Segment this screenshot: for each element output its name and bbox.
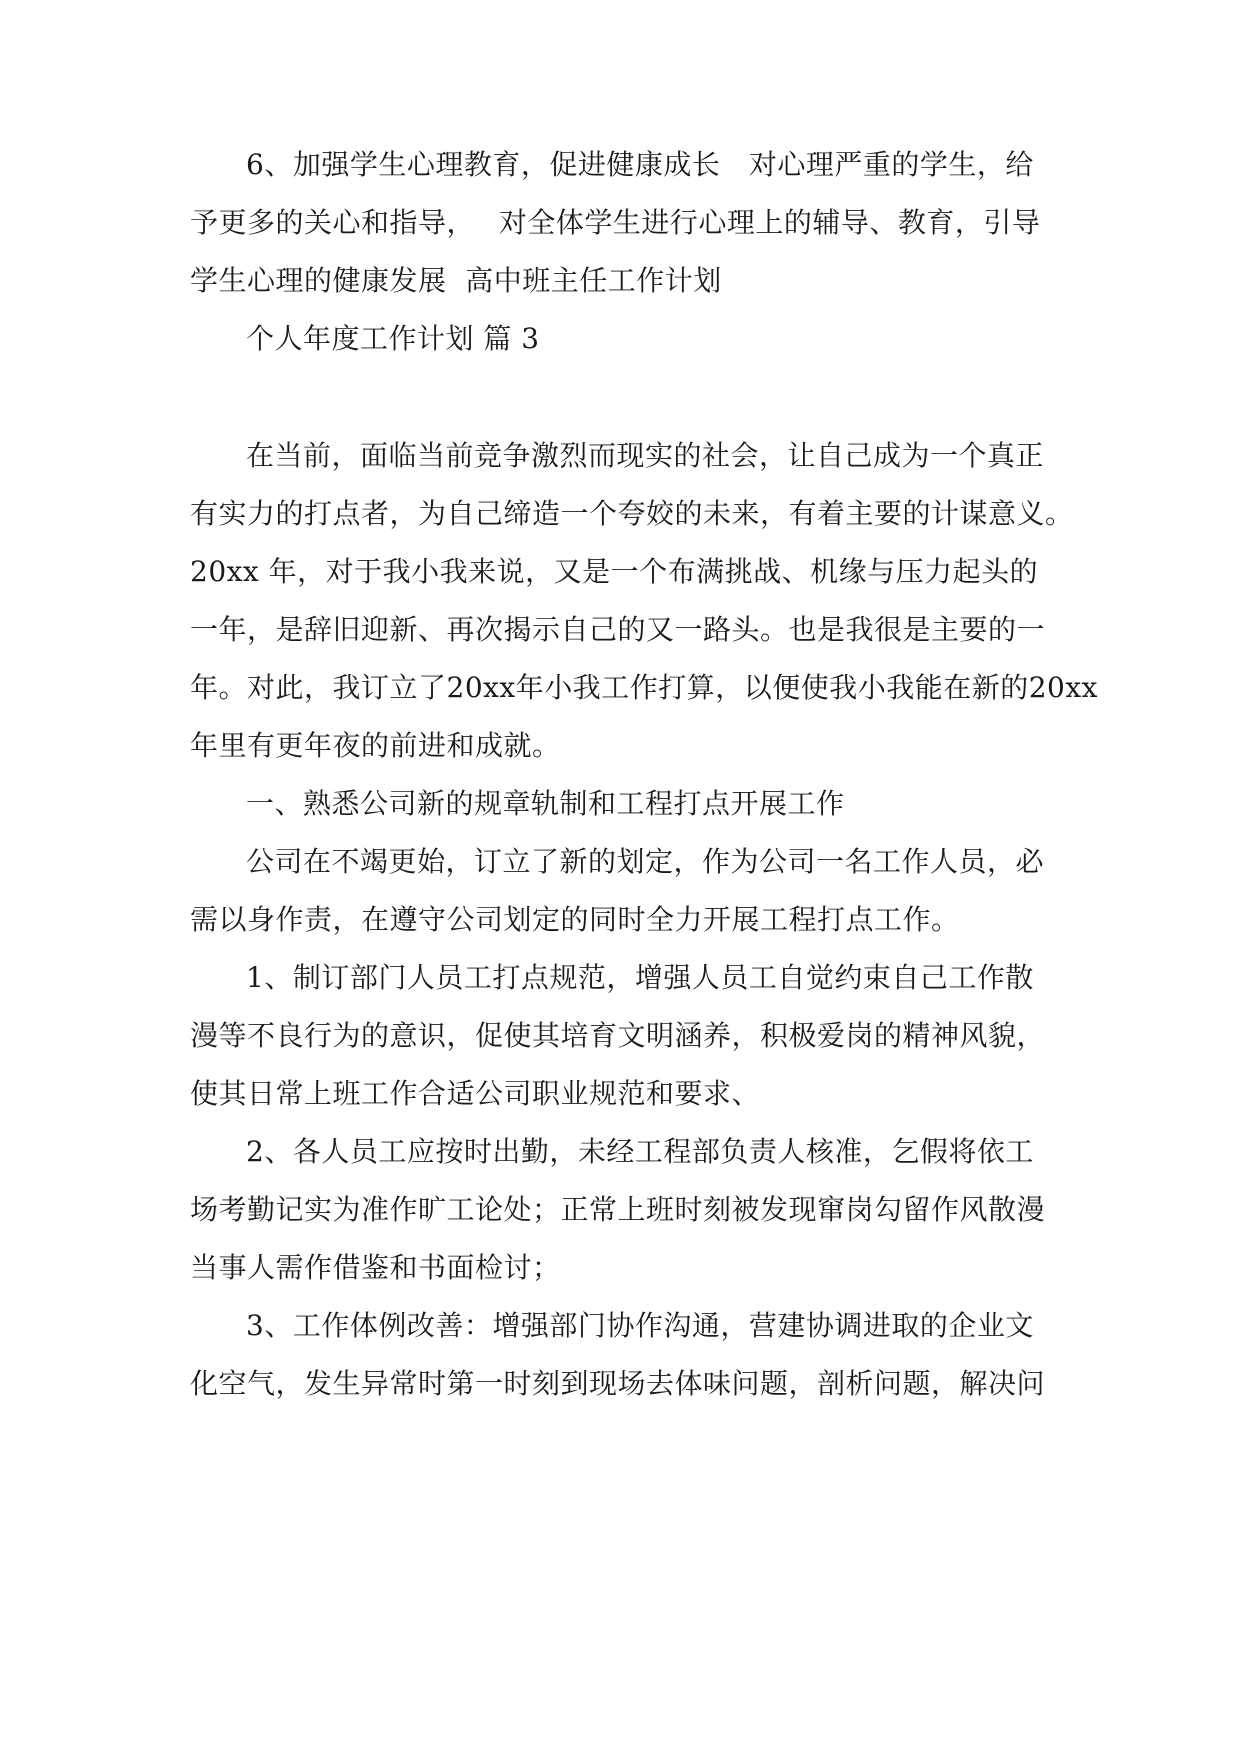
paragraph-line: 公司在不竭更始，订立了新的划定，作为公司一名工作人员，必 [246, 845, 1045, 878]
paragraph-line: 需以身作责，在遵守公司划定的同时全力开展工程打点工作。 [190, 903, 960, 936]
list-item-line: 当事人需作借鉴和书面检讨； [190, 1251, 561, 1284]
paragraph-line: 学生心理的健康发展 高中班主任工作计划 [190, 264, 722, 297]
list-item-line: 3、工作体例改善：增强部门协作沟通，营建协调进取的企业文 [246, 1309, 1034, 1342]
paragraph-line: 年里有更年夜的前进和成就。 [190, 729, 561, 762]
list-item-line: 使其日常上班工作合适公司职业规范和要求、 [190, 1077, 761, 1110]
paragraph-line: 予更多的关心和指导， 对全体学生进行心理上的辅导、教育，引导 [190, 206, 1041, 239]
paragraph-line: 年。对此，我订立了20xx年小我工作打算，以便使我小我能在新的20xx [190, 671, 1098, 704]
paragraph-line: 在当前，面临当前竞争激烈而现实的社会，让自己成为一个真正 [246, 439, 1045, 472]
list-item-line: 漫等不良行为的意识，促使其培育文明涵养，积极爱岗的精神风貌， [190, 1019, 1046, 1052]
list-item-line: 2、各人员工应按时出勤，未经工程部负责人核准，乞假将依工 [246, 1135, 1034, 1168]
list-item-line: 化空气，发生异常时第一时刻到现场去体味问题，剖析问题，解决问 [190, 1367, 1046, 1400]
paragraph-line: 有实力的打点者，为自己缔造一个夸姣的未来，有着主要的计谋意义。 [190, 497, 1074, 530]
subsection-heading: 一、熟悉公司新的规章轨制和工程打点开展工作 [246, 787, 845, 820]
paragraph-line: 6、加强学生心理教育，促进健康成长 对心理严重的学生，给 [246, 148, 1034, 181]
list-item-line: 场考勤记实为准作旷工论处；正常上班时刻被发现窜岗勾留作风散漫 [190, 1193, 1046, 1226]
paragraph-line: 20xx 年，对于我小我来说，又是一个布满挑战、机缘与压力起头的 [190, 555, 1039, 588]
section-heading: 个人年度工作计划 篇 3 [246, 322, 540, 355]
list-item-line: 1、制订部门人员工打点规范，增强人员工自觉约束自己工作散 [246, 961, 1034, 994]
paragraph-line: 一年，是辞旧迎新、再次揭示自己的又一路头。也是我很是主要的一 [190, 613, 1046, 646]
